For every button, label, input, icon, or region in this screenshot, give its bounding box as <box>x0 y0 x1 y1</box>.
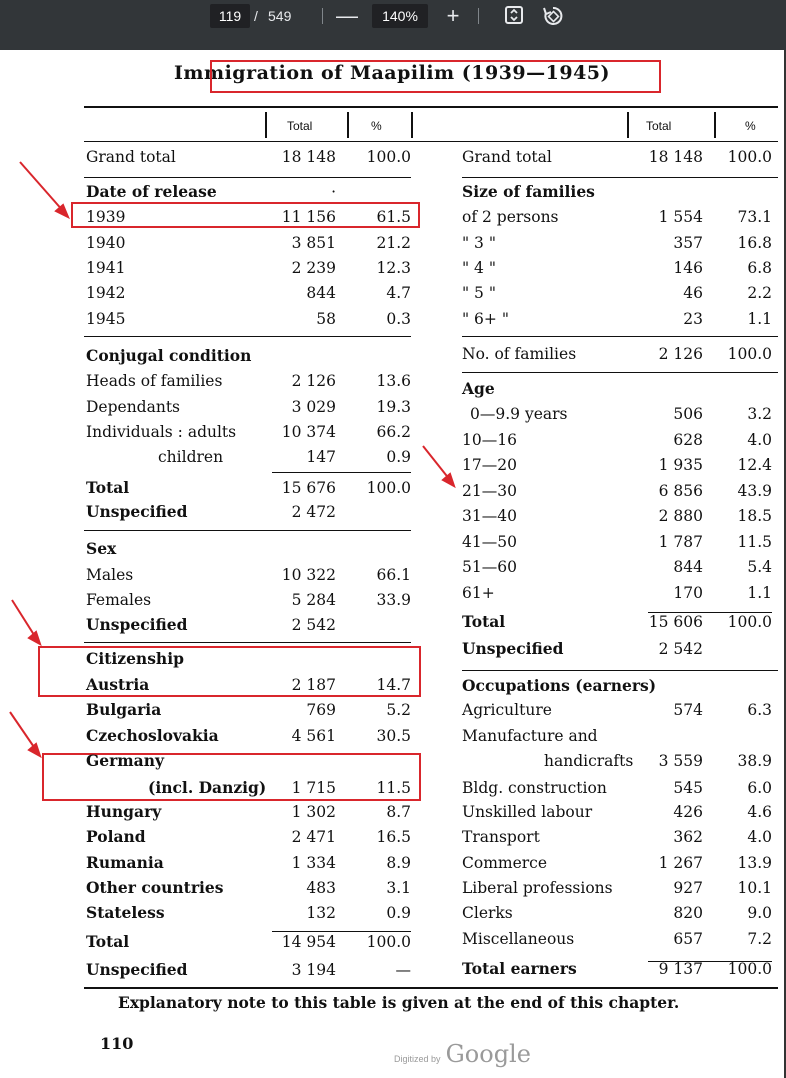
right-row-total: 628 <box>673 431 703 449</box>
right-row-label: Total earners <box>462 959 577 978</box>
right-row-label: Agriculture <box>462 701 552 719</box>
left-row-total: 2 239 <box>291 259 336 277</box>
left-row-label: Heads of families <box>86 372 223 390</box>
left-row-label: Dependants <box>86 398 181 416</box>
right-row-percent: 4.0 <box>747 431 772 449</box>
left-row-label: Individuals : adults <box>86 423 237 441</box>
right-row-total: 146 <box>673 259 703 277</box>
col-rule <box>265 112 267 138</box>
left-row-label: Hungary <box>86 802 162 821</box>
left-row-total: 2 187 <box>291 676 336 694</box>
right-row-total: 2 880 <box>658 507 703 525</box>
left-row-total: 147 <box>306 448 336 466</box>
right-row-percent: 6.8 <box>747 259 772 277</box>
left-row-percent: 100.0 <box>366 479 411 497</box>
right-row-total: 18 148 <box>648 148 703 166</box>
left-row-label: Austria <box>86 675 150 694</box>
left-row-label: Citizenship <box>86 649 184 668</box>
left-row-label: Other countries <box>86 878 224 897</box>
digitized-prefix: Digitized by <box>394 1054 441 1064</box>
col-rule <box>347 112 349 138</box>
right-row-percent: 2.2 <box>747 284 772 302</box>
right-row-percent: 6.3 <box>747 701 772 719</box>
left-row-label: Germany <box>86 751 164 770</box>
left-row-total: 18 148 <box>281 148 336 166</box>
right-row-total: 2 126 <box>658 345 703 363</box>
right-row-percent: 1.1 <box>747 584 772 602</box>
section-rule <box>462 177 778 178</box>
left-row-total: 2 126 <box>291 372 336 390</box>
right-row-total: 170 <box>673 584 703 602</box>
right-row-label: 51—60 <box>462 558 517 576</box>
right-row-label: 0—9.9 years <box>470 405 568 423</box>
right-row-total: 1 787 <box>658 533 703 551</box>
left-row-label: Total <box>86 932 130 951</box>
left-row-total: 2 472 <box>291 503 336 521</box>
right-row-label: Size of families <box>462 182 595 201</box>
left-row-percent: 66.1 <box>376 566 411 584</box>
right-row-total: 1 554 <box>658 208 703 226</box>
left-row-total: 1 715 <box>291 779 336 797</box>
left-row-label: Males <box>86 566 134 584</box>
left-row-percent: 12.3 <box>376 259 411 277</box>
right-row-percent: 100.0 <box>727 613 772 631</box>
left-total-header: Total <box>287 119 313 133</box>
right-row-total: 3 559 <box>658 752 703 770</box>
right-row-label: Miscellaneous <box>462 930 575 948</box>
rotate-icon[interactable] <box>541 4 565 28</box>
right-row-total: 1 267 <box>658 854 703 872</box>
left-row-total: 132 <box>306 904 336 922</box>
left-row-total: 15 676 <box>281 479 336 497</box>
right-row-percent: 10.1 <box>737 879 772 897</box>
left-row-label: 1939 <box>86 208 126 226</box>
right-row-label: 31—40 <box>462 507 517 525</box>
left-row-percent: 8.9 <box>386 854 411 872</box>
left-row-percent: 11.5 <box>376 779 411 797</box>
right-row-label: Clerks <box>462 904 513 922</box>
left-row-label: Rumania <box>86 853 164 872</box>
left-row-percent: 100.0 <box>366 148 411 166</box>
right-row-total: 657 <box>673 930 703 948</box>
section-rule <box>462 336 778 337</box>
right-row-label: handicrafts <box>544 752 634 770</box>
left-row-total: 58 <box>316 310 336 328</box>
left-row-label: Date of release <box>86 182 217 201</box>
right-row-total: 357 <box>673 234 703 252</box>
arrow-to-austria <box>12 600 36 638</box>
right-row-percent: 43.9 <box>737 482 772 500</box>
left-row-percent: 61.5 <box>376 208 411 226</box>
explanatory-note: Explanatory note to this table is given at the end of this chapter. <box>118 993 680 1012</box>
right-row-percent: 3.2 <box>747 405 772 423</box>
arrow-head <box>29 632 40 644</box>
left-row-label: (incl. Danzig) <box>148 778 267 797</box>
right-row-total: 844 <box>673 558 703 576</box>
page-total: 549 <box>268 8 292 24</box>
section-rule <box>84 177 411 178</box>
right-row-total: 820 <box>673 904 703 922</box>
right-row-label: Bldg. construction <box>462 779 607 797</box>
right-row-total: 362 <box>673 828 703 846</box>
left-row-label: Total <box>86 478 130 497</box>
right-total-header: Total <box>646 119 672 133</box>
header-rule <box>84 141 778 142</box>
arrow-head <box>29 744 40 756</box>
right-row-label: of 2 persons <box>462 208 559 226</box>
arrow-to-1939 <box>20 162 64 212</box>
left-row-percent: 16.5 <box>376 828 411 846</box>
right-row-percent: 38.9 <box>737 752 772 770</box>
left-row-label: Unspecified <box>86 502 188 521</box>
right-row-total: 6 856 <box>658 482 703 500</box>
left-row-total: 5 284 <box>291 591 336 609</box>
right-row-total: 2 542 <box>658 640 703 658</box>
page-separator: / <box>254 8 258 24</box>
left-row-percent: 5.2 <box>386 701 411 719</box>
left-row-total: 11 156 <box>281 208 336 226</box>
left-row-label: Sex <box>86 539 117 558</box>
right-row-percent: 1.1 <box>747 310 772 328</box>
right-row-total: 23 <box>683 310 703 328</box>
left-row-total: 2 471 <box>291 828 336 846</box>
left-row-label: 1945 <box>86 310 126 328</box>
right-row-label: Transport <box>462 828 540 846</box>
left-row-label: Females <box>86 591 152 609</box>
right-row-percent: 7.2 <box>747 930 772 948</box>
subtotal-rule <box>272 472 411 473</box>
right-row-label: " 4 " <box>462 259 496 277</box>
right-row-percent: 4.6 <box>747 803 772 821</box>
left-row-percent: 13.6 <box>376 372 411 390</box>
left-row-total: 3 029 <box>291 398 336 416</box>
left-row-percent: 4.7 <box>386 284 411 302</box>
col-rule <box>411 112 413 138</box>
right-row-percent: 12.4 <box>737 456 772 474</box>
right-row-percent: 100.0 <box>727 148 772 166</box>
digitized-by-google-watermark <box>394 1040 531 1068</box>
left-pct-header: % <box>371 119 382 133</box>
right-row-label: Manufacture and <box>462 727 598 745</box>
left-row-total: 1 334 <box>291 854 336 872</box>
right-row-percent: 73.1 <box>737 208 772 226</box>
arrow-to-germany <box>10 712 36 750</box>
right-row-total: 46 <box>683 284 703 302</box>
left-row-total: 4 561 <box>291 727 336 745</box>
left-row-percent: 66.2 <box>376 423 411 441</box>
right-row-label: " 3 " <box>462 234 496 252</box>
left-row-label: 1941 <box>86 259 126 277</box>
right-row-percent: 100.0 <box>727 345 772 363</box>
page-number-input[interactable]: 119 <box>210 4 250 28</box>
right-row-label: No. of families <box>462 345 577 363</box>
left-row-percent: 3.1 <box>386 879 411 897</box>
right-row-label: " 6+ " <box>462 310 509 328</box>
right-row-percent: 9.0 <box>747 904 772 922</box>
col-rule <box>714 112 716 138</box>
pdf-toolbar <box>0 0 786 50</box>
right-row-percent: 6.0 <box>747 779 772 797</box>
right-row-label: 10—16 <box>462 431 517 449</box>
toolbar-divider <box>478 8 479 24</box>
arrow-head <box>443 474 454 486</box>
left-row-total: 483 <box>306 879 336 897</box>
right-row-total: 15 606 <box>648 613 703 631</box>
right-row-label: 21—30 <box>462 482 517 500</box>
left-row-percent: 30.5 <box>376 727 411 745</box>
left-row-percent: 0.9 <box>386 448 411 466</box>
left-row-label: Unspecified <box>86 960 188 979</box>
left-row-label: children <box>158 448 224 466</box>
right-row-percent: 5.4 <box>747 558 772 576</box>
right-row-label: Grand total <box>462 148 552 166</box>
right-row-total: 426 <box>673 803 703 821</box>
right-row-total: 506 <box>673 405 703 423</box>
right-row-label: 61+ <box>462 584 495 602</box>
top-rule <box>84 106 778 108</box>
right-row-label: Liberal professions <box>462 879 613 897</box>
left-row-percent: 0.3 <box>386 310 411 328</box>
left-row-total: 844 <box>306 284 336 302</box>
zoom-in-button[interactable]: + <box>446 3 460 28</box>
left-row-label: Stateless <box>86 903 165 922</box>
right-row-label: Total <box>462 612 506 631</box>
right-row-total: 927 <box>673 879 703 897</box>
right-row-percent: 16.8 <box>737 234 772 252</box>
left-row-label: 1942 <box>86 284 126 302</box>
left-row-label: Conjugal condition <box>86 346 252 365</box>
right-row-percent: 13.9 <box>737 854 772 872</box>
left-row-total: 3 194 <box>291 961 336 979</box>
right-row-percent: 4.0 <box>747 828 772 846</box>
right-row-label: " 5 " <box>462 284 496 302</box>
right-row-percent: 100.0 <box>727 960 772 978</box>
right-row-total: 574 <box>673 701 703 719</box>
printed-page-number: 110 <box>100 1034 134 1053</box>
left-row-percent: 19.3 <box>376 398 411 416</box>
arrow-to-21-30 <box>423 446 450 480</box>
right-row-total: 1 935 <box>658 456 703 474</box>
zoom-out-button[interactable]: — <box>336 3 358 28</box>
section-rule <box>84 530 411 531</box>
right-row-label: Commerce <box>462 854 548 872</box>
left-row-label: Czechoslovakia <box>86 726 219 745</box>
left-row-percent: 0.9 <box>386 904 411 922</box>
right-row-label: Occupations (earners) <box>462 676 657 695</box>
left-row-total: 2 542 <box>291 616 336 634</box>
right-row-total: 9 137 <box>658 960 703 978</box>
document-page <box>0 50 786 1078</box>
left-row-total: 10 374 <box>281 423 336 441</box>
right-pct-header: % <box>745 119 756 133</box>
google-logo-text: Google <box>445 1040 531 1068</box>
zoom-level-input[interactable]: 140% <box>372 4 428 28</box>
col-rule <box>627 112 629 138</box>
right-row-total: 545 <box>673 779 703 797</box>
left-row-percent: 8.7 <box>386 803 411 821</box>
table-title: Immigration of Maapilim (1939—1945) <box>173 62 611 84</box>
title-highlight-box <box>210 60 661 93</box>
section-rule <box>84 642 411 643</box>
left-row-total: 1 302 <box>291 803 336 821</box>
right-row-label: Unspecified <box>462 639 564 658</box>
right-row-label: Age <box>462 379 495 398</box>
section-rule <box>462 372 778 373</box>
right-row-label: 17—20 <box>462 456 517 474</box>
left-row-total: 14 954 <box>281 933 336 951</box>
right-row-percent: 18.5 <box>737 507 772 525</box>
left-row-label: Unspecified <box>86 615 188 634</box>
arrow-head <box>56 205 68 217</box>
right-row-label: Unskilled labour <box>462 803 593 821</box>
left-row-percent: 21.2 <box>376 234 411 252</box>
section-rule <box>84 336 411 337</box>
left-row-label: Grand total <box>86 148 176 166</box>
left-row-percent: — <box>395 961 411 979</box>
left-row-total: · <box>331 183 336 201</box>
left-row-total: 3 851 <box>291 234 336 252</box>
section-rule <box>462 670 778 671</box>
left-row-label: Poland <box>86 827 146 846</box>
toolbar-divider <box>322 8 323 24</box>
right-row-label: 41—50 <box>462 533 517 551</box>
left-row-percent: 33.9 <box>376 591 411 609</box>
bottom-rule <box>84 987 778 989</box>
fit-to-page-icon[interactable] <box>503 4 527 28</box>
left-row-label: Bulgaria <box>86 700 162 719</box>
left-row-label: 1940 <box>86 234 126 252</box>
right-row-percent: 11.5 <box>737 533 772 551</box>
left-row-percent: 14.7 <box>376 676 411 694</box>
left-row-percent: 100.0 <box>366 933 411 951</box>
left-row-total: 10 322 <box>281 566 336 584</box>
left-row-total: 769 <box>306 701 336 719</box>
